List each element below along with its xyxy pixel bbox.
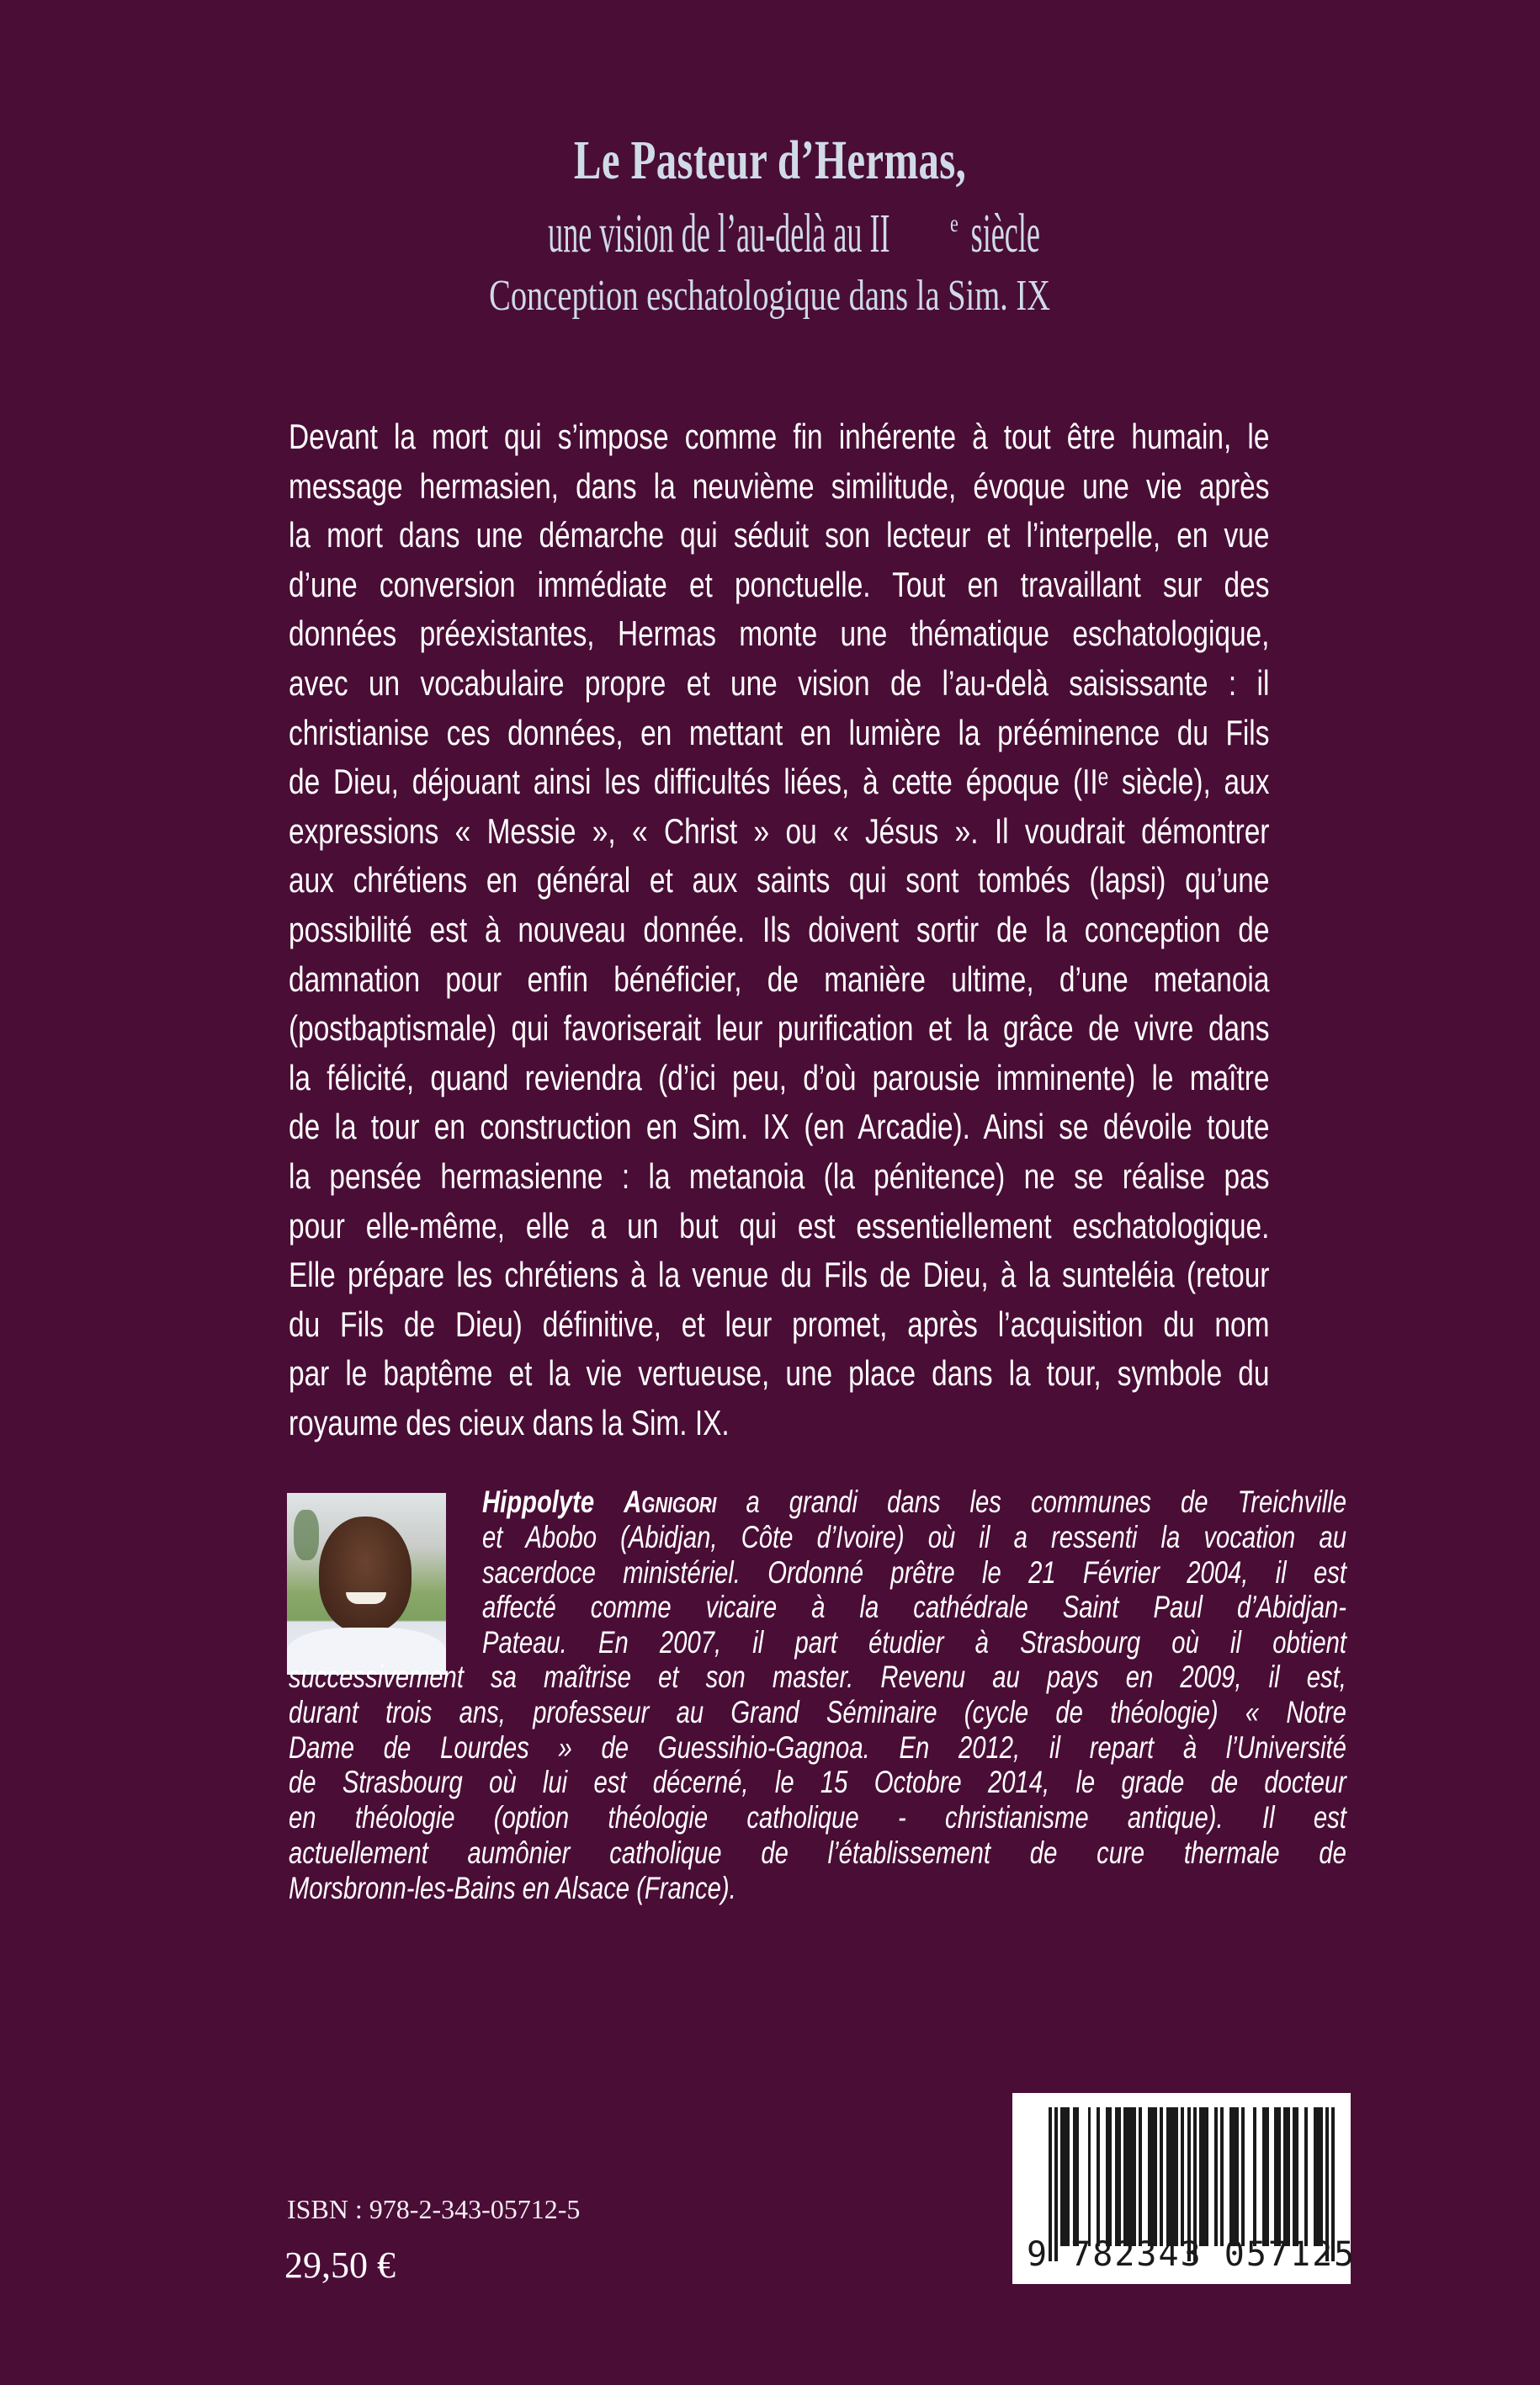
text-line: et Abobo (Abidjan, Côte d’Ivoire) où il a ressenti la vocation au [482,1519,1346,1554]
book-title [0,131,1540,190]
text-line: actuellement aumônier catholique de l’établissement de cure thermale de [289,1835,1346,1870]
text-line: d’une conversion immédiate et ponctuelle. Tout en travaillant sur des [289,564,1270,604]
text-line: sacerdoce ministériel. Ordonné prêtre le 21 Février 2004, il est [482,1554,1346,1590]
text-line: en théologie (option théologie catholique - christianisme antique). Il est [289,1800,1346,1835]
barcode-bars [1049,2107,1335,2246]
barcode-digits: 9 782343 057125 [1027,2235,1357,2274]
text-line: expressions « Messie », « Christ » ou « Jésus ». Il voudrait démontrer [289,810,1270,851]
text-line: message hermasien, dans la neuvième similitude, évoque une vie après [289,465,1270,506]
text-line: de Strasbourg où lui est décerné, le 15 Octobre 2014, le grade de docteur [289,1765,1346,1800]
isbn: ISBN : 978-2-343-05712-5 [287,2194,581,2224]
text-line: la pensée hermasienne : la metanoia (la pénitence) ne se réalise pas [289,1155,1270,1196]
text-line: royaume des cieux dans la Sim. IX. [289,1402,730,1442]
text-line: successivement sa maîtrise et son master. Revenu au pays en 2009, il est, [289,1660,1346,1694]
text-line: Dame de Lourdes » de Guessihio-Gagnoa. En 2012, il repart à l’Université [289,1729,1346,1765]
text-line: (postbaptismale) qui favoriserait leur purification et la grâce de vivre dans [289,1008,1270,1049]
text-line: de Dieu, déjouant ainsi les difficultés liées, à cette époque (IIᵉ siècle), aux [289,762,1270,802]
book-subtitle-text: Conception eschatologique dans la Sim. IX [489,272,1051,320]
author-photo [287,1493,446,1675]
isbn-barcode [1012,2093,1357,2284]
title-superscript: e [950,210,959,237]
book-subtitle [0,269,1540,323]
title-line2-main: une vision de l’au-delà au II [548,203,890,264]
text-line: données préexistantes, Hermas monte une thématique eschatologique, [289,614,1270,654]
text-line: possibilité est à nouveau donnée. Ils doivent sortir de la conception de [289,909,1270,949]
text-line: Pateau. En 2007, il part étudier à Strasbourg où il obtient [482,1625,1346,1660]
text-line: aux chrétiens en général et aux saints qui sont tombés (lapsi) qu’une [289,860,1270,900]
author-bio-full-width [289,1660,1346,1906]
text-line: Elle prépare les chrétiens à la venue du Fils de Dieu, à la sunteléia (retour [289,1255,1270,1295]
text-line: par le baptême et la vie vertueuse, une place dans la tour, symbole du [289,1353,1270,1394]
text-line: christianise ces données, en mettant en lumière la prééminence du Fils [289,712,1270,752]
text-line: Devant la mort qui s’impose comme fin inhérente à tout être humain, le [289,417,1270,456]
summary-paragraph [289,412,1269,1447]
text-line: affecté comme vicaire à la cathédrale Saint Paul d’Abidjan- [482,1590,1346,1625]
text-line: la félicité, quand reviendra (d’ici peu, d’où parousie imminente) le maître [289,1057,1270,1097]
author-first-name: Hippolyte [482,1485,595,1519]
text-line: de la tour en construction en Sim. IX (en Arcadie). Ainsi se dévoile toute [289,1107,1270,1147]
title-line2-end: siècle [970,203,1040,264]
author-bio-beside-photo [482,1485,1346,1660]
text-line: damnation pour enfin bénéficier, de manière ultime, d’une metanoia [289,959,1270,999]
text-line: du Fils de Dieu) définitive, et leur promet, après l’acquisition du nom [289,1304,1270,1344]
text-line: la mort dans une démarche qui séduit son lecteur et l’interpelle, en vue [289,515,1270,555]
book-title-line1: Le Pasteur d’Hermas, [573,130,967,191]
text-line: durant trois ans, professeur au Grand Séminaire (cycle de théologie) « Notre [289,1694,1346,1729]
text-line: Morsbronn-les-Bains en Alsace (France). [289,1870,736,1905]
bio-line: Hippolyte Agnigori a grandi dans les communes de Treichville [482,1485,1346,1519]
book-title-line2 [0,192,1540,264]
text-line: pour elle-même, elle a un but qui est essentiellement eschatologique. [289,1205,1270,1246]
price: 29,50 € [284,2244,396,2286]
text-line: avec un vocabulaire propre et une vision de l’au-delà saisissante : il [289,662,1270,703]
author-last-name: Agnigori [624,1485,717,1519]
